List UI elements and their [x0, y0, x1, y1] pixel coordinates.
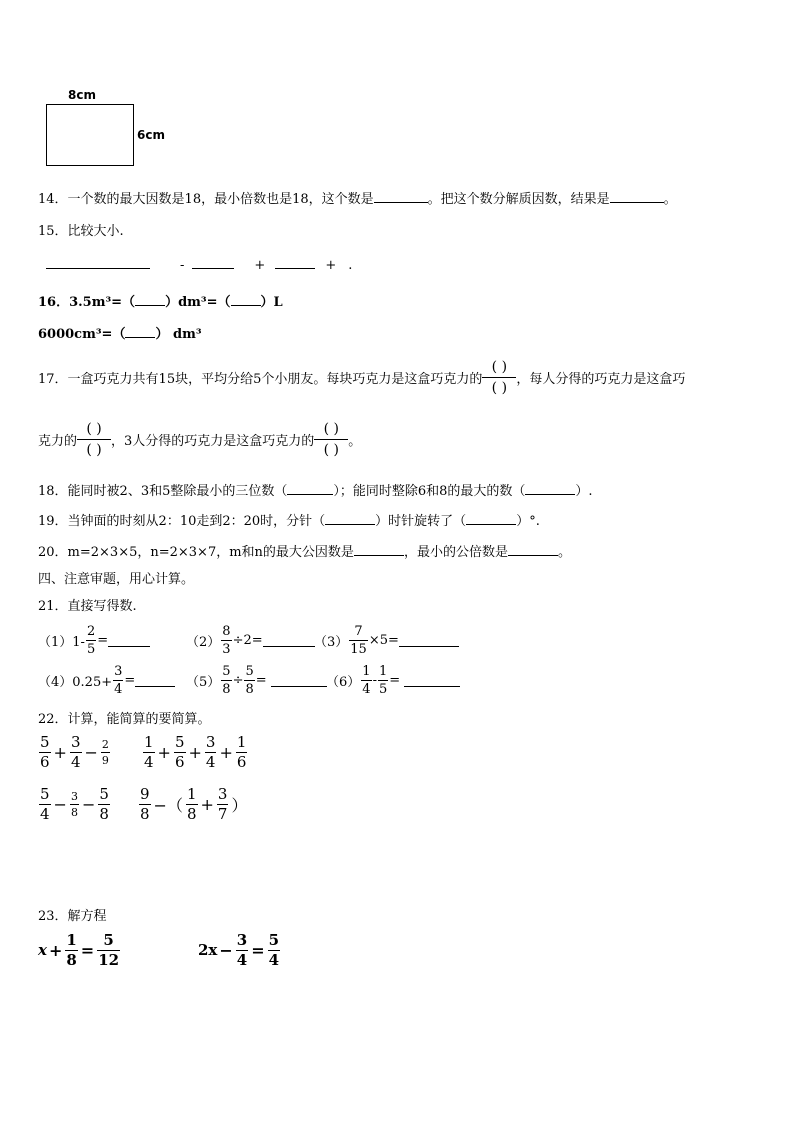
plus-sign: +: [254, 258, 266, 273]
q19-text: 19．当钟面的时刻从2：10走到2：20时，分针（: [38, 514, 326, 529]
q17-text: 。: [348, 433, 362, 449]
answer-blank[interactable]: [287, 482, 333, 495]
answer-blank[interactable]: [125, 325, 155, 338]
q21-item-4: （4）0.25+ $\frac{3}{4}$ =: [38, 660, 175, 700]
q19-text: ）°.: [516, 514, 540, 529]
answer-blank[interactable]: [325, 512, 375, 525]
answer-blank[interactable]: [275, 256, 315, 269]
rectangle-shape: [46, 104, 134, 166]
section-4-title: 四、注意审题，用心计算。: [38, 572, 195, 587]
q21-item-6: （6） $\frac{1}{4}$ - $\frac{1}{5}$ =: [326, 660, 460, 700]
question-15-title: 15．比较大小.: [38, 224, 124, 239]
question-20: [38, 541, 571, 560]
q20-text: 20．m=2×3×5，n=2×3×7，m和n的最大公因数是: [38, 545, 354, 560]
answer-blank[interactable]: [466, 512, 516, 525]
question-18: [38, 480, 593, 499]
answer-blank[interactable]: [374, 190, 428, 203]
q18-text: ）；能同时整除6和8的最大的数（: [333, 484, 526, 499]
q17-text: 克力的: [38, 433, 78, 449]
answer-blank[interactable]: [271, 674, 327, 687]
answer-blank[interactable]: [354, 543, 404, 556]
q14-text: 14．一个数的最大因数是18，最小倍数也是18，这个数是: [38, 192, 374, 207]
answer-blank[interactable]: [404, 674, 460, 687]
q17-text: 17．一盒巧克力共有15块，平均分给5个小朋友。每块巧克力是这盒巧克力的: [38, 371, 483, 387]
q17-text: ，每人分得的巧克力是这盒巧: [516, 371, 686, 387]
question-17-line1: [38, 356, 685, 398]
q16-text: ）L: [260, 295, 283, 310]
minus-sign: -: [180, 258, 185, 273]
fraction-answer[interactable]: $\frac{( )}{( )}$: [314, 422, 348, 457]
q16-text: ） dm³: [155, 327, 202, 342]
question-15-line: [46, 256, 352, 273]
q22-expression-2: $\frac{1}{4}$ + $\frac{5}{6}$ + $\frac{3}{4}$ + $\frac{1}{6}$: [144, 732, 247, 771]
q21-item-2: （2） $\frac{8}{3}$ ÷2=: [186, 620, 315, 660]
q20-text: 。: [557, 545, 571, 560]
q18-text: 18．能同时被2、3和5整除最小的三位数（: [38, 484, 288, 499]
q22-expression-1: $\frac{5}{6}$ + $\frac{3}{4}$ − $\frac{2}{9}$: [40, 732, 109, 771]
answer-blank[interactable]: [192, 256, 234, 269]
q18-text: ）.: [575, 484, 593, 499]
question-16-line1: [38, 291, 283, 310]
answer-blank[interactable]: [508, 543, 558, 556]
answer-blank[interactable]: [525, 482, 575, 495]
q23-equation-1: x + $\frac{1}{8}$ = $\frac{5}{12}$: [38, 930, 120, 969]
answer-blank[interactable]: [135, 674, 175, 687]
answer-blank[interactable]: [399, 634, 459, 647]
q21-item-3: （3） $\frac{7}{15}$ ×5=: [314, 620, 459, 660]
answer-blank[interactable]: [610, 190, 664, 203]
question-17-line2: [38, 418, 361, 460]
answer-blank[interactable]: [46, 256, 150, 269]
q16-text: 16．3.5m³=（: [38, 295, 136, 310]
q20-text: ，最小的公倍数是: [403, 545, 508, 560]
q22-expression-4: $\frac{9}{8}$ −（ $\frac{1}{8}$ + $\frac{3}{7}$ ）: [140, 784, 248, 823]
q23-equation-2: 2x − $\frac{3}{4}$ = $\frac{5}{4}$: [198, 930, 280, 969]
fraction-answer[interactable]: $\frac{( )}{( )}$: [77, 422, 111, 457]
rect-width-label: 8cm: [68, 88, 96, 102]
question-23-title: 23．解方程: [38, 909, 107, 924]
q17-text: ，3人分得的巧克力是这盒巧克力的: [111, 433, 315, 449]
rect-height-label: 6cm: [137, 128, 165, 142]
answer-blank[interactable]: [108, 634, 150, 647]
answer-blank[interactable]: [231, 293, 261, 306]
q22-expression-3: $\frac{5}{4}$ − $\frac{3}{8}$ − $\frac{5}{8}$: [40, 784, 109, 823]
question-19: [38, 510, 540, 529]
q14-text: 。: [663, 192, 677, 207]
question-14: [38, 188, 677, 207]
q19-text: ）时针旋转了（: [375, 514, 467, 529]
q14-text: 。把这个数分解质因数，结果是: [427, 192, 610, 207]
plus-sign: +: [325, 258, 337, 273]
q16-text: 6000cm³=（: [38, 327, 126, 342]
q21-item-1: （1）1- $\frac{2}{5}$ =: [38, 620, 150, 660]
fraction-answer[interactable]: $\frac{( )}{( )}$: [482, 360, 516, 395]
q16-text: ）dm³=（: [165, 295, 231, 310]
question-22-title: 22．计算，能简算的要简算。: [38, 712, 211, 727]
answer-blank[interactable]: [135, 293, 165, 306]
period: .: [348, 258, 353, 273]
question-16-line2: [38, 323, 202, 342]
question-21-title: 21．直接写得数.: [38, 599, 137, 614]
q21-item-5: （5） $\frac{5}{8}$ ÷ $\frac{5}{8}$ =: [186, 660, 327, 700]
answer-blank[interactable]: [263, 634, 315, 647]
